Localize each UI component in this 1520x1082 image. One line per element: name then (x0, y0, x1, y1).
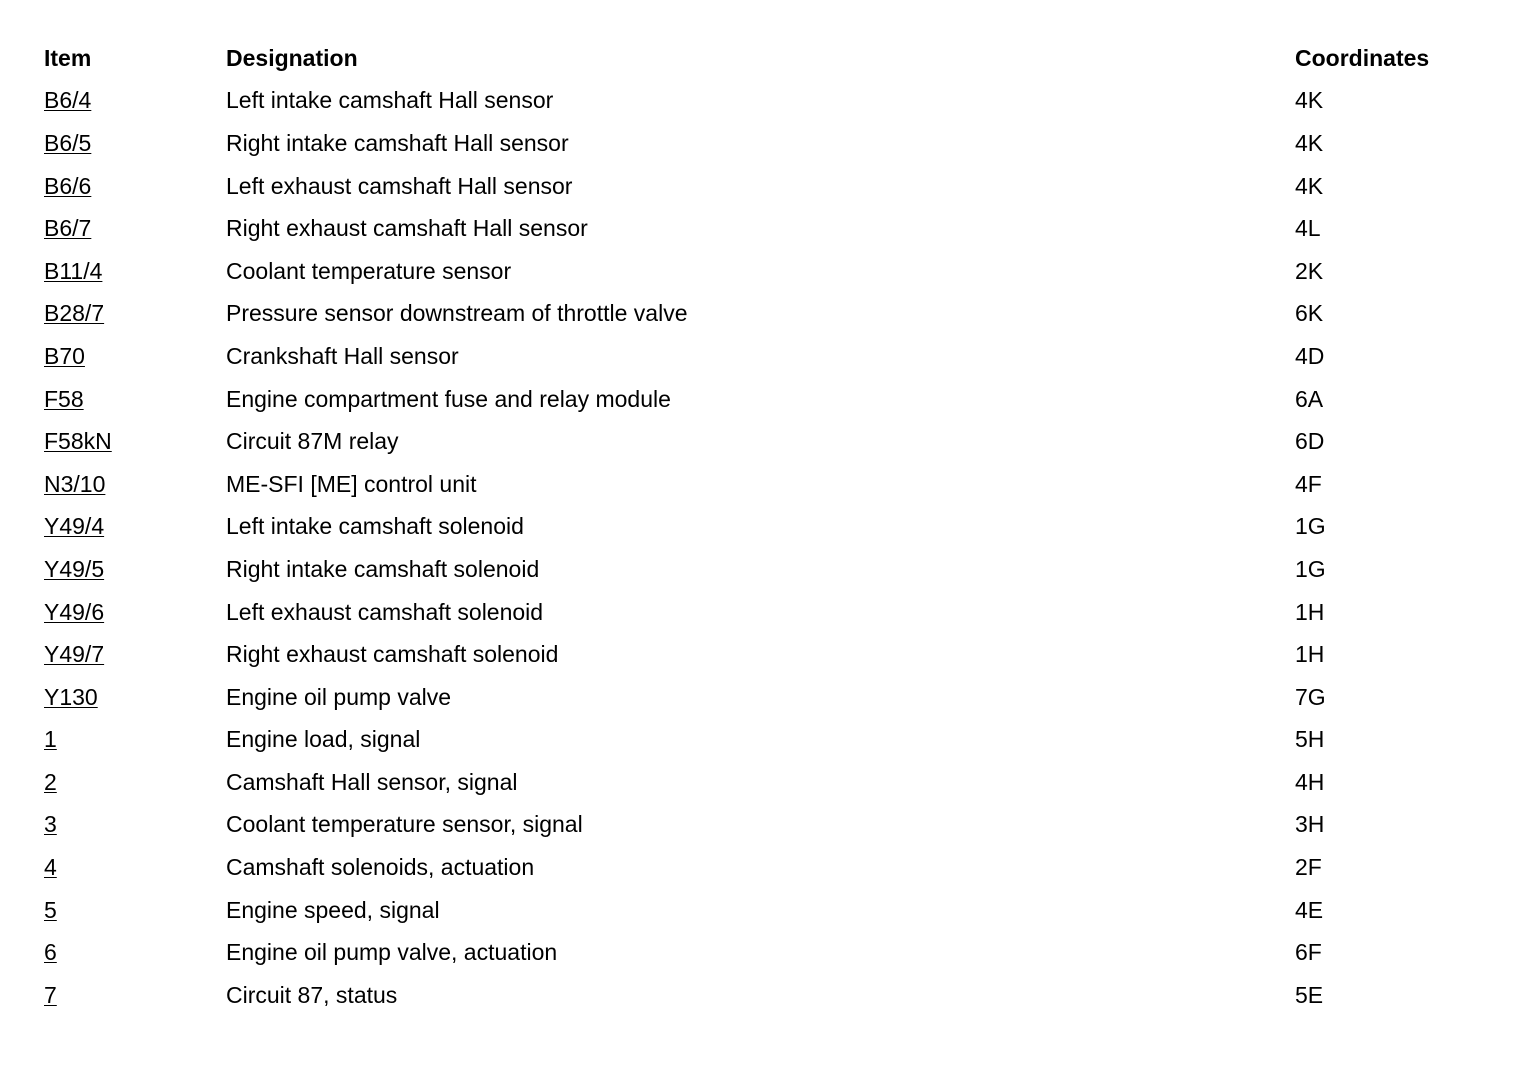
coordinates-cell: 1H (1295, 598, 1325, 625)
table-row (44, 719, 1495, 762)
item-cell (44, 591, 226, 634)
table-row (44, 122, 1495, 165)
designation-cell: Right intake camshaft solenoid (226, 555, 540, 582)
item-link[interactable]: B6/5 (44, 129, 92, 156)
table-row (44, 591, 1495, 634)
coordinates-cell: 4E (1295, 896, 1324, 923)
table-row (44, 846, 1495, 889)
table-header-row (44, 37, 1495, 80)
coordinates-cell: 4L (1295, 215, 1321, 242)
designation-cell: Coolant temperature sensor, signal (226, 811, 583, 838)
coordinates-cell: 4F (1295, 470, 1322, 497)
table-row (44, 676, 1495, 719)
item-cell (44, 931, 226, 974)
designation-cell: Camshaft solenoids, actuation (226, 854, 535, 881)
item-link[interactable]: 2 (44, 768, 57, 795)
designation-cell: Engine compartment fuse and relay module (226, 385, 671, 412)
item-link[interactable]: 1 (44, 726, 57, 753)
table-row (44, 250, 1495, 293)
table-row (44, 378, 1495, 421)
item-cell (44, 719, 226, 762)
item-cell (44, 804, 226, 847)
coordinates-cell: 6A (1295, 385, 1324, 412)
table-row (44, 889, 1495, 932)
coordinates-cell: 7G (1295, 683, 1326, 710)
item-link[interactable]: B6/6 (44, 172, 92, 199)
designation-cell: Engine oil pump valve (226, 683, 452, 710)
designation-cell: Engine oil pump valve, actuation (226, 939, 558, 966)
designation-cell: Left exhaust camshaft Hall sensor (226, 172, 573, 199)
item-link[interactable]: Y49/7 (44, 641, 105, 668)
item-cell (44, 207, 226, 250)
coordinates-cell: 6D (1295, 428, 1325, 455)
coordinates-cell: 3H (1295, 811, 1325, 838)
designation-cell: Engine speed, signal (226, 896, 440, 923)
item-cell (44, 293, 226, 336)
coordinates-cell: 5E (1295, 981, 1324, 1008)
item-cell (44, 506, 226, 549)
item-link[interactable]: Y49/6 (44, 598, 105, 625)
item-link[interactable]: Y49/5 (44, 555, 105, 582)
designation-cell: Coolant temperature sensor (226, 257, 512, 284)
designation-cell: Left intake camshaft solenoid (226, 513, 524, 540)
header-item: Item (44, 44, 92, 71)
designation-cell: Right intake camshaft Hall sensor (226, 129, 569, 156)
item-cell (44, 548, 226, 591)
table-row (44, 207, 1495, 250)
designation-cell: Left exhaust camshaft solenoid (226, 598, 544, 625)
coordinates-cell: 1G (1295, 513, 1326, 540)
item-cell (44, 250, 226, 293)
item-link[interactable]: N3/10 (44, 470, 106, 497)
item-cell (44, 378, 226, 421)
item-cell (44, 889, 226, 932)
designation-cell: ME-SFI [ME] control unit (226, 470, 477, 497)
designation-cell: Engine load, signal (226, 726, 421, 753)
designation-cell: Crankshaft Hall sensor (226, 342, 459, 369)
item-link[interactable]: B28/7 (44, 300, 105, 327)
designation-cell: Circuit 87, status (226, 981, 398, 1008)
item-link[interactable]: 5 (44, 896, 57, 923)
coordinates-cell: 2K (1295, 257, 1324, 284)
component-legend-table (44, 37, 1495, 1017)
item-cell (44, 974, 226, 1017)
coordinates-cell: 6K (1295, 300, 1324, 327)
table-row (44, 548, 1495, 591)
designation-cell: Circuit 87M relay (226, 428, 399, 455)
header-coordinates: Coordinates (1295, 44, 1430, 71)
coordinates-cell: 4H (1295, 768, 1325, 795)
item-cell (44, 463, 226, 506)
item-cell (44, 335, 226, 378)
item-link[interactable]: 6 (44, 939, 57, 966)
item-link[interactable]: B6/7 (44, 215, 92, 242)
table-row (44, 506, 1495, 549)
item-link[interactable]: 3 (44, 811, 57, 838)
item-cell (44, 165, 226, 208)
item-cell (44, 761, 226, 804)
coordinates-cell: 5H (1295, 726, 1325, 753)
item-cell (44, 846, 226, 889)
item-link[interactable]: 4 (44, 854, 57, 881)
item-link[interactable]: B11/4 (44, 257, 103, 284)
coordinates-cell: 2F (1295, 854, 1322, 881)
table-row (44, 804, 1495, 847)
table-body (44, 80, 1495, 1017)
designation-cell: Right exhaust camshaft Hall sensor (226, 215, 588, 242)
item-cell (44, 80, 226, 123)
coordinates-cell: 4K (1295, 129, 1324, 156)
table-row (44, 293, 1495, 336)
item-cell (44, 676, 226, 719)
item-cell (44, 633, 226, 676)
coordinates-cell: 1G (1295, 555, 1326, 582)
designation-cell: Left intake camshaft Hall sensor (226, 87, 554, 114)
coordinates-cell: 4K (1295, 87, 1324, 114)
table-row (44, 761, 1495, 804)
designation-cell: Right exhaust camshaft solenoid (226, 641, 559, 668)
item-cell (44, 122, 226, 165)
item-link[interactable]: B70 (44, 342, 85, 369)
table-row (44, 80, 1495, 123)
header-designation: Designation (226, 44, 358, 71)
item-link[interactable]: F58kN (44, 428, 112, 455)
table-row (44, 931, 1495, 974)
table-row (44, 974, 1495, 1017)
item-link[interactable]: Y49/4 (44, 513, 105, 540)
item-link[interactable]: F58 (44, 385, 84, 412)
coordinates-cell: 4D (1295, 342, 1325, 369)
table-row (44, 633, 1495, 676)
table-row (44, 463, 1495, 506)
coordinates-cell: 6F (1295, 939, 1322, 966)
table-row (44, 335, 1495, 378)
table-row (44, 165, 1495, 208)
designation-cell: Camshaft Hall sensor, signal (226, 768, 518, 795)
coordinates-cell: 4K (1295, 172, 1324, 199)
item-link[interactable]: B6/4 (44, 87, 92, 114)
item-cell (44, 420, 226, 463)
item-link[interactable]: Y130 (44, 683, 98, 710)
coordinates-cell: 1H (1295, 641, 1325, 668)
designation-cell: Pressure sensor downstream of throttle valve (226, 300, 688, 327)
item-link[interactable]: 7 (44, 981, 57, 1008)
table-row (44, 420, 1495, 463)
